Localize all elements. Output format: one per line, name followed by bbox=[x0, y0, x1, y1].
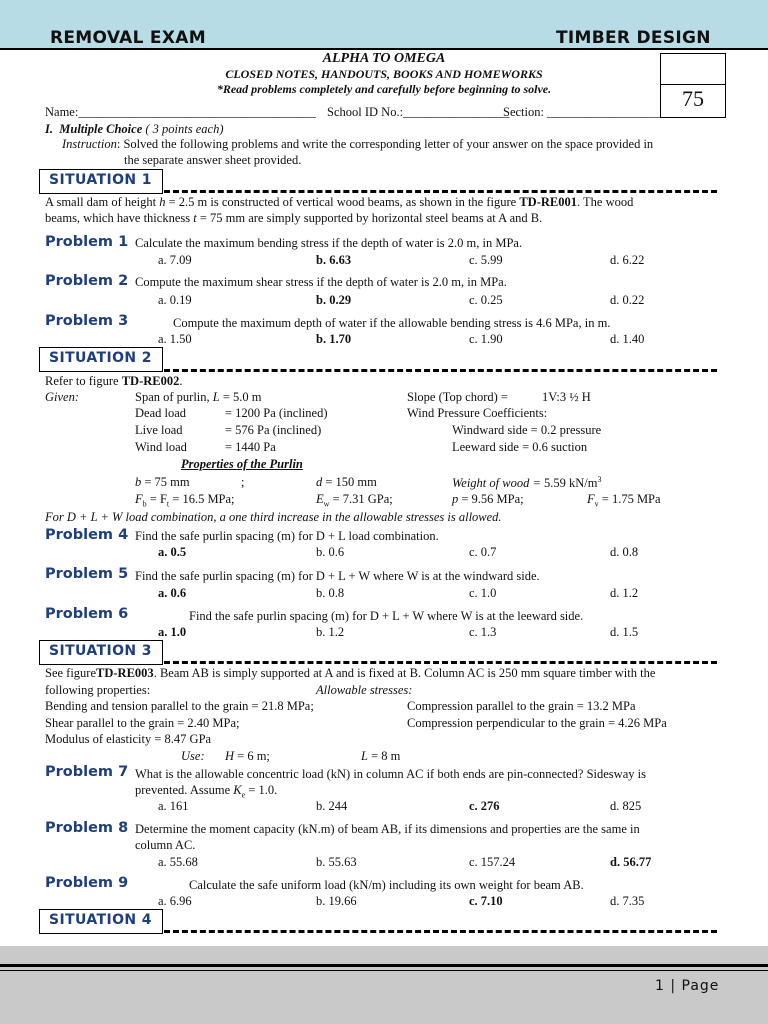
load-combination-note: For D + L + W load combination, a one third increase in the allowable stresses is allowed. bbox=[45, 510, 502, 524]
section-field: Section: ___________________ bbox=[503, 105, 666, 119]
choice: d. 1.5 bbox=[610, 625, 639, 639]
choice: b. 244 bbox=[316, 799, 348, 813]
prop-fb-ft: $F_b = F_t = 16.5$ MPa; bbox=[135, 492, 235, 509]
choice: c. 0.7 bbox=[469, 545, 497, 559]
instruction-line-1 bbox=[62, 137, 653, 152]
score-box bbox=[660, 53, 726, 118]
choice: b. 19.66 bbox=[316, 894, 357, 908]
situation-3-text-1: See figureTD-RE003. Beam AB is simply supported at A and is fixed at B. Column AC is 250 mm square timber with the bbox=[45, 666, 656, 680]
prop-semicolon: ; bbox=[241, 475, 245, 489]
given-label: Given: bbox=[45, 390, 80, 404]
choice: b. 1.70 bbox=[316, 332, 352, 346]
choice: d. 1.2 bbox=[610, 586, 639, 600]
choice: d. 7.35 bbox=[610, 894, 645, 908]
title-line-3: *Read problems completely and carefully before beginning to solve. bbox=[216, 82, 552, 96]
exam-title: REMOVAL EXAM bbox=[50, 28, 206, 48]
choice: b. 0.6 bbox=[316, 545, 345, 559]
problem-7-label: Problem 7 bbox=[45, 764, 129, 780]
choice: c. 1.0 bbox=[469, 586, 497, 600]
situation-2-refer: Refer to figure TD-RE002. bbox=[45, 374, 183, 388]
slope-value: 1V:3 ½ H bbox=[542, 390, 591, 404]
situation-1-dashes bbox=[164, 190, 717, 193]
choice: a. 7.09 bbox=[158, 253, 192, 267]
leeward-value: Leeward side = 0.6 suction bbox=[452, 440, 588, 454]
problem-6-text: Find the safe purlin spacing (m) for D + L + W where W is at the leeward side. bbox=[189, 609, 584, 623]
problem-9-text: Calculate the safe uniform load (kN/m) including its own weight for beam AB. bbox=[189, 878, 584, 892]
shear-parallel: Shear parallel to the grain = 2.40 MPa; bbox=[45, 716, 240, 730]
part-title: Multiple Choice bbox=[59, 122, 143, 136]
choice: a. 55.68 bbox=[158, 855, 198, 869]
problem-2-label: Problem 2 bbox=[45, 273, 129, 289]
header-rule bbox=[0, 48, 768, 50]
choice: b. 1.2 bbox=[316, 625, 345, 639]
situation-1-label: SITUATION 1 bbox=[49, 172, 152, 188]
instruction-label: Instruction bbox=[62, 137, 117, 151]
compression-perpendicular: Compression perpendicular to the grain = 4.26 MPa bbox=[407, 716, 667, 730]
problem-8-label: Problem 8 bbox=[45, 820, 129, 836]
problem-2-text: Compute the maximum shear stress if the depth of water is 2.0 m, in MPa. bbox=[135, 275, 507, 289]
choice: a. 0.5 bbox=[158, 545, 187, 559]
problem-5-label: Problem 5 bbox=[45, 566, 129, 582]
prop-ew: $E_w = 7.31$ GPa; bbox=[316, 492, 393, 509]
dead-load-value: = 1200 Pa (inclined) bbox=[225, 406, 328, 420]
problem-4-label: Problem 4 bbox=[45, 527, 129, 543]
choice: d. 56.77 bbox=[610, 855, 652, 869]
situation-3-box bbox=[39, 640, 163, 665]
use-label: Use: bbox=[181, 749, 205, 763]
situation-2-label: SITUATION 2 bbox=[49, 350, 152, 366]
wind-coef-label: Wind Pressure Coefficients: bbox=[407, 406, 548, 420]
bending-tension: Bending and tension parallel to the grain = 21.8 MPa; bbox=[45, 699, 314, 713]
situation-1-text-2: beams, which have thickness t = 75 mm are simply supported by horizontal steel beams at A and B. bbox=[45, 211, 543, 225]
choice: b. 6.63 bbox=[316, 253, 352, 267]
prop-fv: $F_v = 1.75$ MPa bbox=[587, 492, 661, 509]
choice: a. 1.50 bbox=[158, 332, 192, 346]
situation-4-dashes bbox=[164, 930, 717, 933]
title-line-1: ALPHA TO OMEGA bbox=[322, 51, 446, 66]
choice: c. 276 bbox=[469, 799, 500, 813]
name-field: Name:______________________________________ bbox=[45, 105, 316, 119]
situation-1-text-1: A small dam of height h = 2.5 m is constructed of vertical wood beams, as shown in the figure TD-RE001. The wood bbox=[45, 195, 634, 209]
footer-rule-thin bbox=[0, 970, 768, 971]
choice: d. 0.8 bbox=[610, 545, 639, 559]
situation-3-text-2: following properties: bbox=[45, 683, 151, 697]
choice: c. 1.90 bbox=[469, 332, 503, 346]
instruction-text: : Solved the following problems and write the corresponding letter of your answer on the space provided in bbox=[116, 137, 654, 151]
situation-3-label: SITUATION 3 bbox=[49, 643, 152, 659]
h-value: H = 6 m; bbox=[225, 749, 270, 763]
slope-label: Slope (Top chord) = bbox=[407, 390, 508, 404]
choice: d. 0.22 bbox=[610, 293, 645, 307]
problem-4-text: Find the safe purlin spacing (m) for D + L load combination. bbox=[135, 529, 439, 543]
l-value: L = 8 m bbox=[361, 749, 401, 763]
choice: a. 0.19 bbox=[158, 293, 192, 307]
live-load-label: Live load bbox=[135, 423, 183, 437]
choice: c. 157.24 bbox=[469, 855, 516, 869]
footer-rule-thick bbox=[0, 964, 768, 967]
title-line-2: CLOSED NOTES, HANDOUTS, BOOKS AND HOMEWORKS bbox=[225, 67, 543, 81]
choice: c. 1.3 bbox=[469, 625, 497, 639]
subject-title: TIMBER DESIGN bbox=[556, 28, 711, 48]
problem-7-text-2: prevented. Assume $K_e = 1.0$. bbox=[135, 783, 278, 800]
problem-5-text: Find the safe purlin spacing (m) for D + L + W where W is at the windward side. bbox=[135, 569, 540, 583]
problem-9-label: Problem 9 bbox=[45, 875, 129, 891]
choice: a. 161 bbox=[158, 799, 189, 813]
situation-1-box bbox=[39, 169, 163, 194]
score-divider bbox=[661, 84, 725, 85]
footer-band bbox=[0, 946, 768, 1024]
situation-2-dashes bbox=[164, 369, 717, 372]
choice: d. 825 bbox=[610, 799, 642, 813]
problem-7-text: What is the allowable concentric load (kN) in column AC if both ends are pin-connected? Sidesway is bbox=[135, 767, 646, 781]
total-score: 75 bbox=[682, 86, 704, 111]
prop-p: p = 9.56 MPa; bbox=[452, 492, 524, 506]
school-id-field: School ID No.:_________________ bbox=[327, 105, 510, 119]
choice: d. 1.40 bbox=[610, 332, 645, 346]
choice: d. 6.22 bbox=[610, 253, 645, 267]
wind-load-label: Wind load bbox=[135, 440, 187, 454]
dead-load-label: Dead load bbox=[135, 406, 187, 420]
problem-3-label: Problem 3 bbox=[45, 313, 129, 329]
live-load-value: = 576 Pa (inclined) bbox=[225, 423, 322, 437]
prop-weight-of-wood: Weight of wood = 5.59 $kN/m^3$ bbox=[452, 475, 602, 491]
choice: c. 0.25 bbox=[469, 293, 503, 307]
wind-load-value: = 1440 Pa bbox=[225, 440, 276, 454]
part-heading bbox=[45, 122, 223, 137]
prop-b: b = 75 mm bbox=[135, 475, 190, 489]
problem-6-label: Problem 6 bbox=[45, 606, 129, 622]
situation-4-box bbox=[39, 909, 163, 934]
choice: a. 0.6 bbox=[158, 586, 187, 600]
span-of-purlin: Span of purlin, L = 5.0 m bbox=[135, 390, 262, 404]
problem-8-text-2: column AC. bbox=[135, 838, 196, 852]
choice: a. 1.0 bbox=[158, 625, 187, 639]
choice: c. 5.99 bbox=[469, 253, 503, 267]
problem-8-text: Determine the moment capacity (kN.m) of beam AB, if its dimensions and properties are the same in bbox=[135, 822, 640, 836]
choice: a. 6.96 bbox=[158, 894, 192, 908]
choice: b. 55.63 bbox=[316, 855, 357, 869]
properties-title: Properties of the Purlin bbox=[181, 457, 303, 471]
choice: b. 0.8 bbox=[316, 586, 345, 600]
instruction-line-2: the separate answer sheet provided. bbox=[124, 153, 302, 167]
prop-d: d = 150 mm bbox=[316, 475, 377, 489]
situation-3-dashes bbox=[164, 661, 717, 664]
page-number: 1 | Page bbox=[655, 978, 720, 994]
situation-2-box bbox=[39, 347, 163, 372]
situation-4-label: SITUATION 4 bbox=[49, 912, 152, 928]
modulus-of-elasticity: Modulus of elasticity = 8.47 GPa bbox=[45, 732, 212, 746]
choice: c. 7.10 bbox=[469, 894, 503, 908]
choice: b. 0.29 bbox=[316, 293, 352, 307]
allowable-stresses-label: Allowable stresses: bbox=[316, 683, 413, 697]
compression-parallel: Compression parallel to the grain = 13.2 MPa bbox=[407, 699, 636, 713]
part-points: ( 3 points each) bbox=[145, 122, 224, 136]
problem-3-text: Compute the maximum depth of water if the allowable bending stress is 4.6 MPa, in m. bbox=[173, 316, 611, 330]
windward-value: Windward side = 0.2 pressure bbox=[452, 423, 602, 437]
problem-1-label: Problem 1 bbox=[45, 234, 129, 250]
problem-1-text: Calculate the maximum bending stress if the depth of water is 2.0 m, in MPa. bbox=[135, 236, 523, 250]
part-numeral: I. bbox=[45, 122, 53, 136]
